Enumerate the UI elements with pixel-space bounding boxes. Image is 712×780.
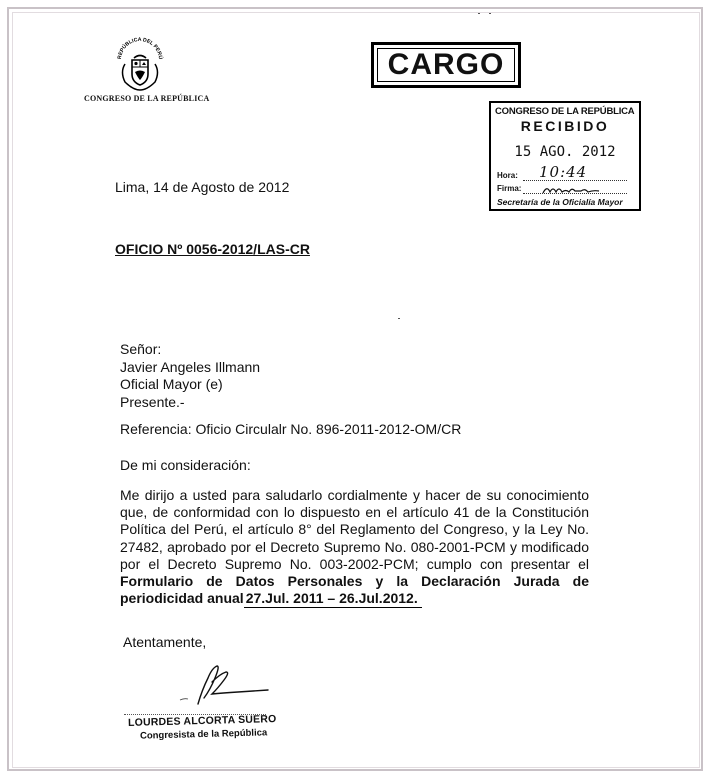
cargo-stamp-label: CARGO [377,48,515,82]
letter-body [120,487,589,607]
coat-of-arms-icon [115,36,165,92]
place-date: Lima, 14 de Agosto de 2012 [115,179,290,195]
scan-speck [489,13,491,14]
addressee-title: Oficial Mayor (e) [120,376,223,392]
closing: Atentamente, [123,634,207,650]
addressee-block [120,341,260,411]
stamp-hora-value: 10:44 [539,163,588,181]
signer-role: Congresista de la República [139,727,268,742]
svg-text:REPÚBLICA DEL PERÚ [117,37,164,60]
stamp-received: RECIBIDO [520,118,610,134]
scan-speck [478,13,480,14]
stamp-hora-line [523,180,627,181]
scan-speck [398,318,400,319]
stamp-firma-signature [541,183,601,197]
body-period: 27.Jul. 2011 – 26.Jul.2012. [244,590,422,608]
handwritten-signature [160,660,270,710]
oficio-number: OFICIO Nº 0056-2012/LAS-CR [115,241,310,257]
cargo-stamp [371,42,521,88]
reference-line: Referencia: Oficio Circulalr No. 896-2011-2012-OM/CR [120,421,462,437]
addressee-name: Javier Angeles Illmann [120,358,261,375]
signer-name: LOURDES ALCORTA SUERO [127,713,277,729]
stamp-date: 15 AGO. 2012 [514,144,616,160]
stamp-firma-line [523,193,627,194]
stamp-firma-label: Firma: [497,184,522,193]
addressee-presente: Presente.- [120,393,185,410]
stamp-institution: CONGRESO DE LA REPÚBLICA [495,106,635,117]
body-plain: Me dirijo a usted para saludarlo cordialmente y hacer de su conocimiento que, de conformidad con lo dispuesto en el artículo 41 de la Constitución Política del Perú, el artículo 8° del Reglamento del Congreso, y la Ley No. 27482, aprobado por el Decreto Supremo No. 080-2001-PCM y modificado por el Decreto Supremo No. 003-2002-PCM; cumplo con presentar el [120,487,589,572]
institution-name: CONGRESO DE LA REPÚBLICA [84,94,210,103]
reception-stamp [489,101,641,211]
stamp-office: Secretaría de la Oficialía Mayor [497,197,623,207]
body-bold: Formulario de Datos Personales y la Declaración Jurada de periodicidad anual [120,573,589,607]
greeting: De mi consideración: [120,457,251,473]
crest-motto: REPÚBLICA DEL PERÚ [116,36,164,60]
stamp-hora-label: Hora: [497,171,518,180]
addressee-salutation: Señor: [120,341,162,357]
